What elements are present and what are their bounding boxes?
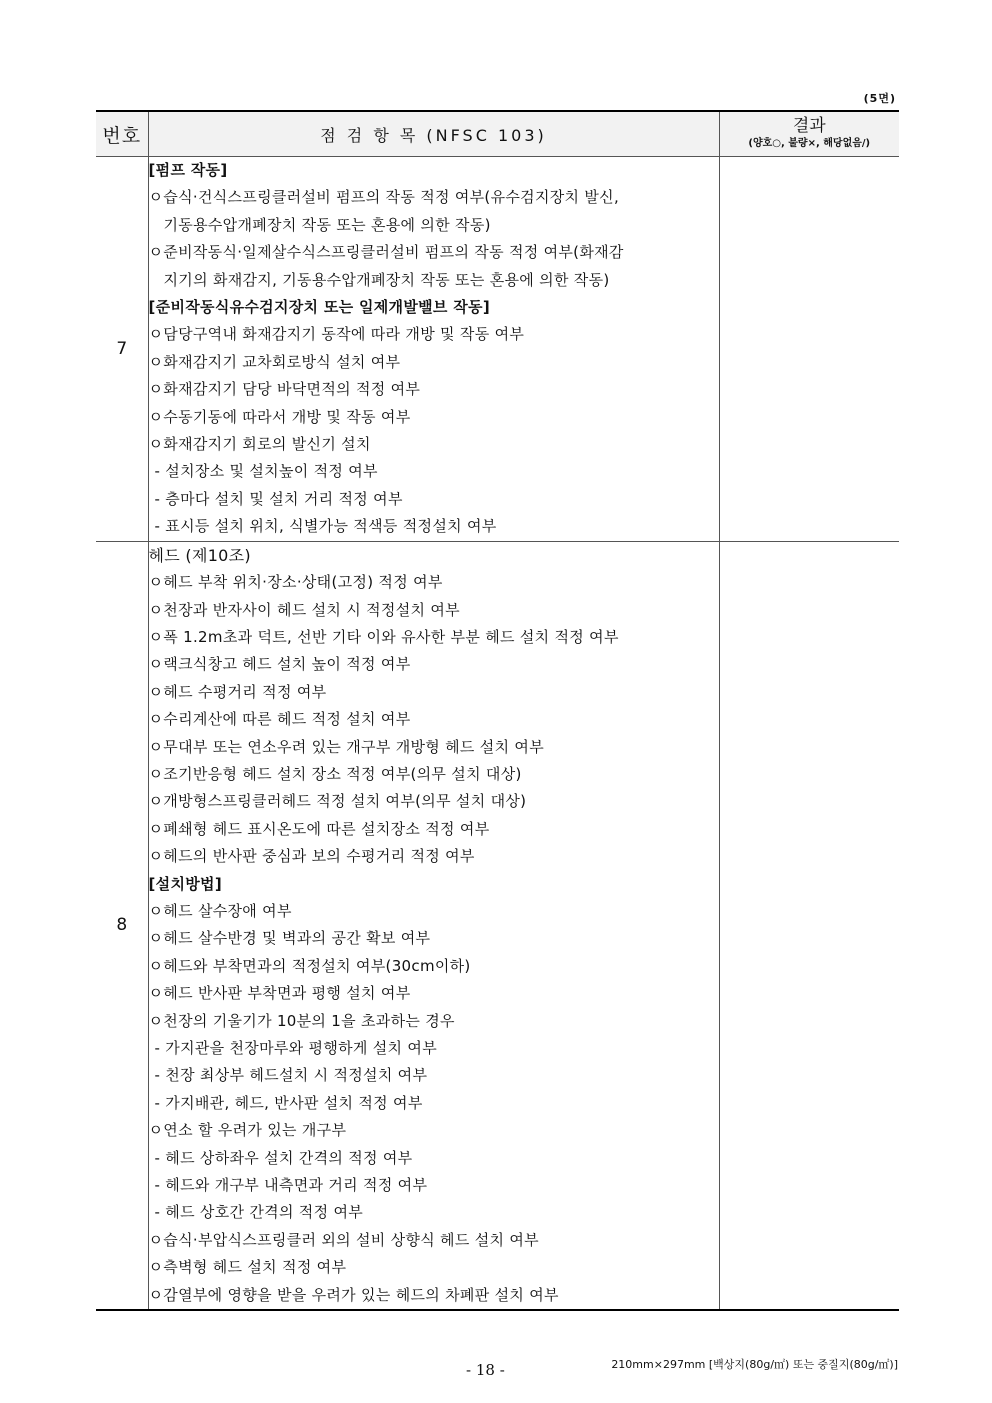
inspection-items-cell (148, 157, 719, 542)
page-number: - 18 - (466, 1361, 505, 1379)
check-item: ㅇ헤드 수평거리 적정 여부 (148, 682, 327, 701)
result-cell[interactable] (719, 157, 899, 542)
check-item: ㅇ수리계산에 따른 헤드 적정 설치 여부 (148, 710, 411, 729)
check-item: ㅇ조기반응형 헤드 설치 장소 적정 여부(의무 설치 대상) (148, 764, 522, 783)
check-item: - 헤드 상호간 간격의 적정 여부 (154, 1203, 364, 1222)
header-inspection-item: 점 검 항 목 (NFSC 103) (148, 111, 719, 157)
check-item: ㅇ화재감지기 담당 바닥면적의 적정 여부 (148, 380, 421, 399)
check-item: ㅇ헤드 부착 위치·장소·상태(고정) 적정 여부 (148, 573, 443, 592)
check-item: ㅇ천장과 반자사이 헤드 설치 시 적정설치 여부 (148, 600, 460, 619)
row-number: 7 (96, 157, 148, 542)
check-item: ㅇ측벽형 헤드 설치 적정 여부 (148, 1258, 347, 1277)
check-item: - 헤드 상하좌우 설치 간격의 적정 여부 (154, 1148, 413, 1167)
check-item: ㅇ습식·부압식스프링클러 외의 설비 상향식 헤드 설치 여부 (148, 1230, 539, 1249)
check-item: ㅇ화재감지기 교차회로방식 설치 여부 (148, 352, 401, 371)
check-item: ㅇ천장의 기울기가 10분의 1을 초과하는 경우 (148, 1011, 455, 1030)
inspection-items-cell (148, 541, 719, 1310)
check-item: ㅇ화재감지기 회로의 발신기 설치 (148, 435, 371, 454)
check-item: - 가지배관, 헤드, 반사판 설치 적정 여부 (154, 1093, 423, 1112)
header-result-legend: (양호○, 불량×, 해당없음/) (748, 138, 871, 149)
result-cell[interactable] (719, 541, 899, 1310)
check-item: ㅇ감열부에 영향을 받을 우려가 있는 헤드의 차폐판 설치 여부 (148, 1285, 559, 1304)
check-item: 지기의 화재감지, 기동용수압개폐장치 작동 또는 혼용에 의한 작동) (163, 270, 610, 289)
section-heading: [준비작동식유수검지장치 또는 일제개발밸브 작동] (148, 298, 490, 317)
check-item: ㅇ수동기동에 따라서 개방 및 작동 여부 (148, 407, 411, 426)
check-item: ㅇ헤드 살수장애 여부 (148, 901, 292, 920)
table-header-row (96, 111, 899, 157)
page-section-label: (5면) (863, 92, 896, 105)
check-item: - 층마다 설치 및 설치 거리 적정 여부 (154, 489, 403, 508)
check-item: - 설치장소 및 설치높이 적정 여부 (154, 462, 378, 481)
header-result (719, 111, 899, 157)
check-item: - 천장 최상부 헤드설치 시 적정설치 여부 (154, 1066, 428, 1085)
section-heading: [펌프 작동] (148, 161, 228, 179)
check-item: ㅇ무대부 또는 연소우려 있는 개구부 개방형 헤드 설치 여부 (148, 737, 545, 756)
check-item: ㅇ폐쇄형 헤드 표시온도에 따른 설치장소 적정 여부 (148, 819, 490, 838)
section-heading: 헤드 (제10조) (148, 545, 251, 565)
check-item: 기동용수압개폐장치 작동 또는 혼용에 의한 작동) (163, 215, 491, 234)
check-item: ㅇ랙크식창고 헤드 설치 높이 적정 여부 (148, 655, 411, 674)
inspection-table (96, 110, 899, 1311)
check-item: ㅇ습식·건식스프링클러설비 펌프의 작동 적정 여부(유수검지장치 발신, (148, 188, 620, 207)
check-item: ㅇ개방형스프링클러헤드 적정 설치 여부(의무 설치 대상) (148, 792, 527, 811)
check-item: ㅇ담당구역내 화재감지기 동작에 따라 개방 및 작동 여부 (148, 325, 525, 344)
check-item: ㅇ폭 1.2m초과 덕트, 선반 기타 이와 유사한 부분 헤드 설치 적정 여부 (148, 627, 619, 646)
check-item: ㅇ헤드와 부착면과의 적정설치 여부(30cm이하) (148, 956, 471, 975)
check-item: - 헤드와 개구부 내측면과 거리 적정 여부 (154, 1176, 428, 1195)
paper-spec: 210mm×297mm [백상지(80g/㎡) 또는 중질지(80g/㎡)] (611, 1358, 898, 1371)
row-number: 8 (96, 541, 148, 1310)
header-number: 번호 (96, 111, 148, 157)
check-item: ㅇ연소 할 우려가 있는 개구부 (148, 1121, 347, 1140)
table-row (96, 157, 899, 542)
check-item: ㅇ헤드의 반사판 중심과 보의 수평거리 적정 여부 (148, 847, 475, 866)
header-result-title: 결과 (792, 116, 826, 136)
check-item: - 표시등 설치 위치, 식별가능 적색등 적정설치 여부 (154, 517, 497, 536)
check-item: ㅇ헤드 반사판 부착면과 평행 설치 여부 (148, 984, 411, 1003)
check-item: ㅇ준비작동식·일제살수식스프링클러설비 펌프의 작동 적정 여부(화재감 (148, 243, 624, 262)
table-row (96, 541, 899, 1310)
check-item: ㅇ헤드 살수반경 및 벽과의 공간 확보 여부 (148, 929, 431, 948)
section-heading: [설치방법] (148, 874, 222, 893)
check-item: - 가지관을 천장마루와 평행하게 설치 여부 (154, 1039, 437, 1057)
